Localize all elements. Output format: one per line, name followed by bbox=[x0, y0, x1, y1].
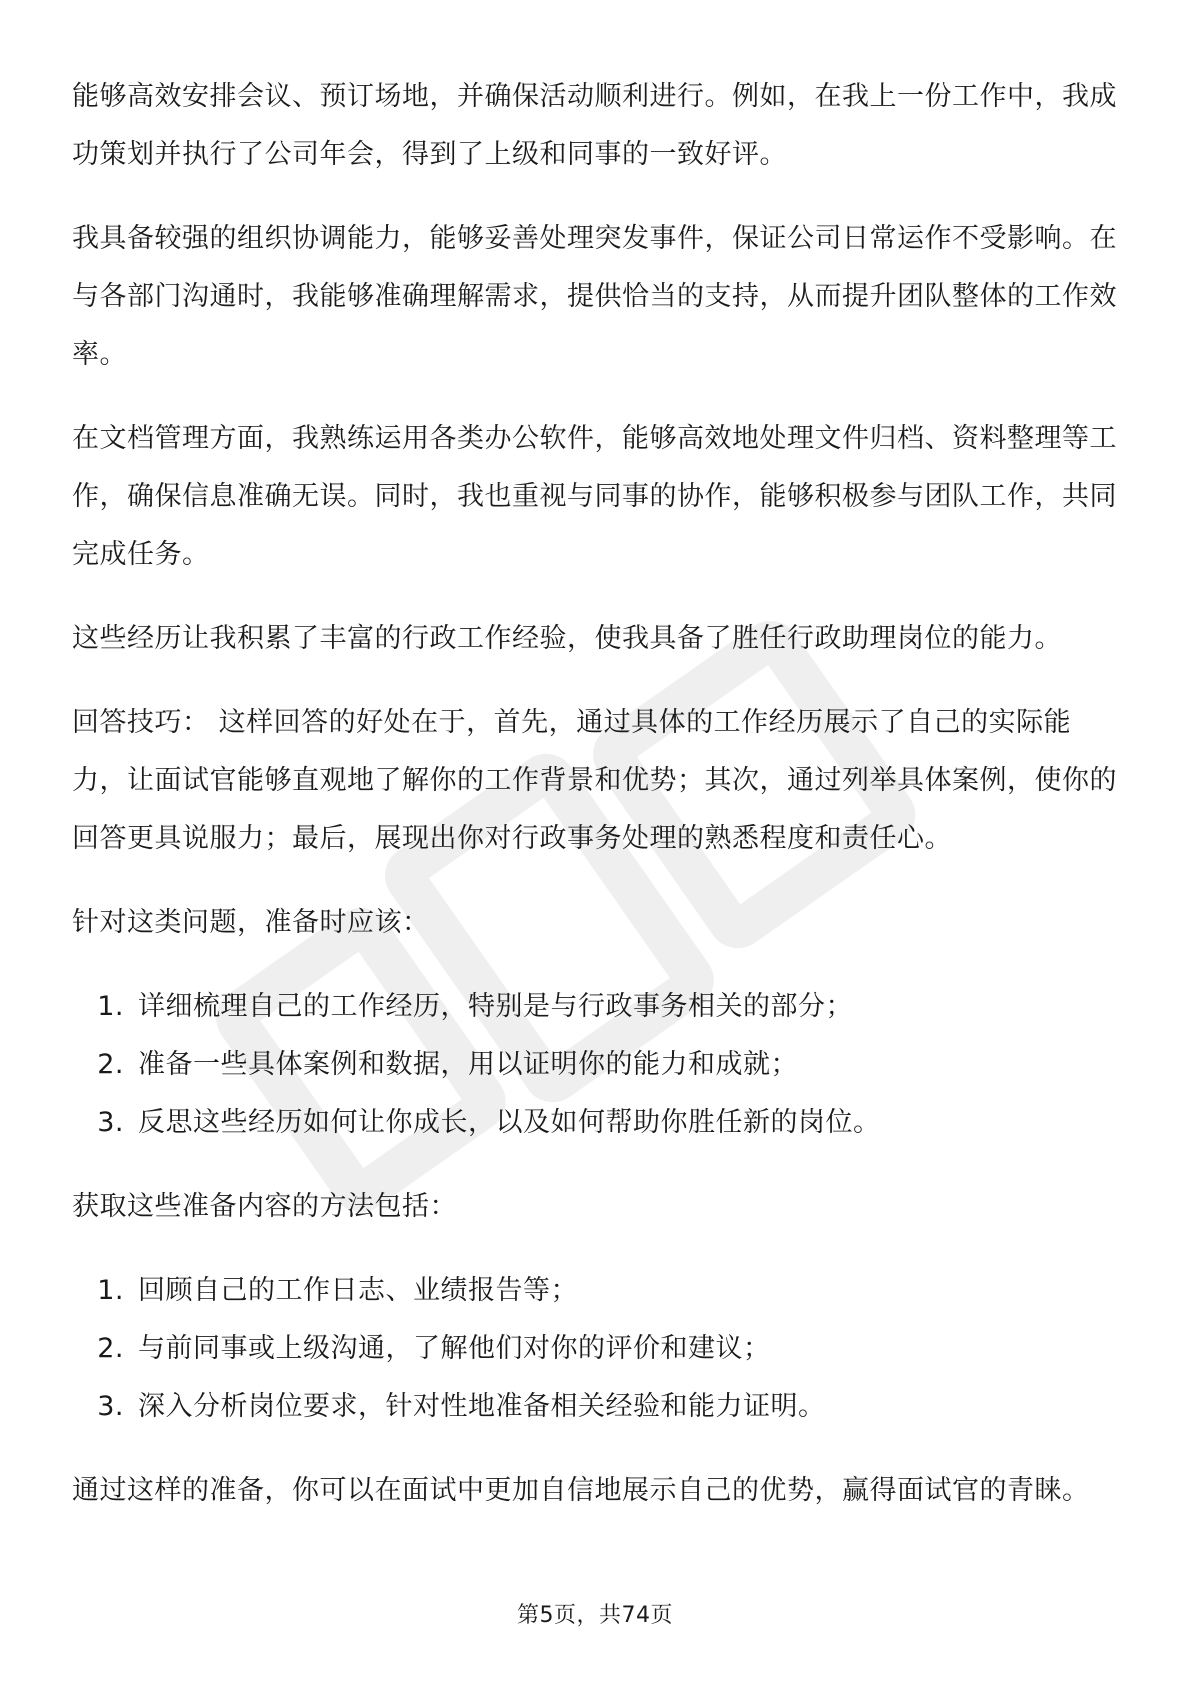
list-item bbox=[72, 1378, 1122, 1436]
paragraph: 在文档管理方面，我熟练运用各类办公软件，能够高效地处理文件归档、资料整理等工作，确保信息准确无误。同时，我也重视与同事的协作，能够积极参与团队工作，共同完成任务。 bbox=[72, 423, 1117, 570]
list-text: 与前同事或上级沟通，了解他们对你的评价和建议； bbox=[138, 1333, 771, 1364]
paragraph-answer-tips: 回答技巧： 这样回答的好处在于，首先，通过具体的工作经历展示了自己的实际能力，让面试官能够直观地了解你的工作背景和优势；其次，通过列举具体案例，使你的回答更具说服力；最后，展现出你对行政事务处理的熟悉程度和责任心。 bbox=[72, 707, 1117, 854]
paragraph: 这些经历让我积累了丰富的行政工作经验，使我具备了胜任行政助理岗位的能力。 bbox=[72, 623, 1062, 654]
page-footer: 第5页，共74页 bbox=[517, 1603, 673, 1628]
list-number: 2. bbox=[97, 1049, 124, 1080]
list-number: 3. bbox=[97, 1391, 124, 1422]
paragraph: 能够高效安排会议、预订场地，并确保活动顺利进行。例如，在我上一份工作中，我成功策划并执行了公司年会，得到了上级和同事的一致好评。 bbox=[72, 81, 1117, 170]
list-item bbox=[72, 1320, 1122, 1378]
list-text: 准备一些具体案例和数据，用以证明你的能力和成就； bbox=[138, 1049, 798, 1080]
methods-list bbox=[72, 1262, 1122, 1436]
list-number: 2. bbox=[97, 1333, 124, 1364]
list-number: 3. bbox=[97, 1107, 124, 1138]
preparation-list bbox=[72, 978, 1122, 1152]
paragraph-preparation-intro: 针对这类问题，准备时应该： bbox=[72, 907, 430, 938]
paragraph: 我具备较强的组织协调能力，能够妥善处理突发事件，保证公司日常运作不受影响。在与各部门沟通时，我能够准确理解需求，提供恰当的支持，从而提升团队整体的工作效率。 bbox=[72, 223, 1117, 370]
paragraph-methods-intro: 获取这些准备内容的方法包括： bbox=[72, 1191, 457, 1222]
list-text: 回顾自己的工作日志、业绩报告等； bbox=[138, 1275, 578, 1306]
list-number: 1. bbox=[97, 991, 124, 1022]
document-body bbox=[72, 68, 1122, 1546]
list-item bbox=[72, 1262, 1122, 1320]
list-text: 反思这些经历如何让你成长，以及如何帮助你胜任新的岗位。 bbox=[138, 1107, 881, 1138]
list-number: 1. bbox=[97, 1275, 124, 1306]
paragraph-conclusion: 通过这样的准备，你可以在面试中更加自信地展示自己的优势，赢得面试官的青睐。 bbox=[72, 1475, 1090, 1506]
list-item bbox=[72, 1036, 1122, 1094]
list-item bbox=[72, 1094, 1122, 1152]
list-item bbox=[72, 978, 1122, 1036]
list-text: 详细梳理自己的工作经历，特别是与行政事务相关的部分； bbox=[138, 991, 853, 1022]
list-text: 深入分析岗位要求，针对性地准备相关经验和能力证明。 bbox=[138, 1391, 826, 1422]
